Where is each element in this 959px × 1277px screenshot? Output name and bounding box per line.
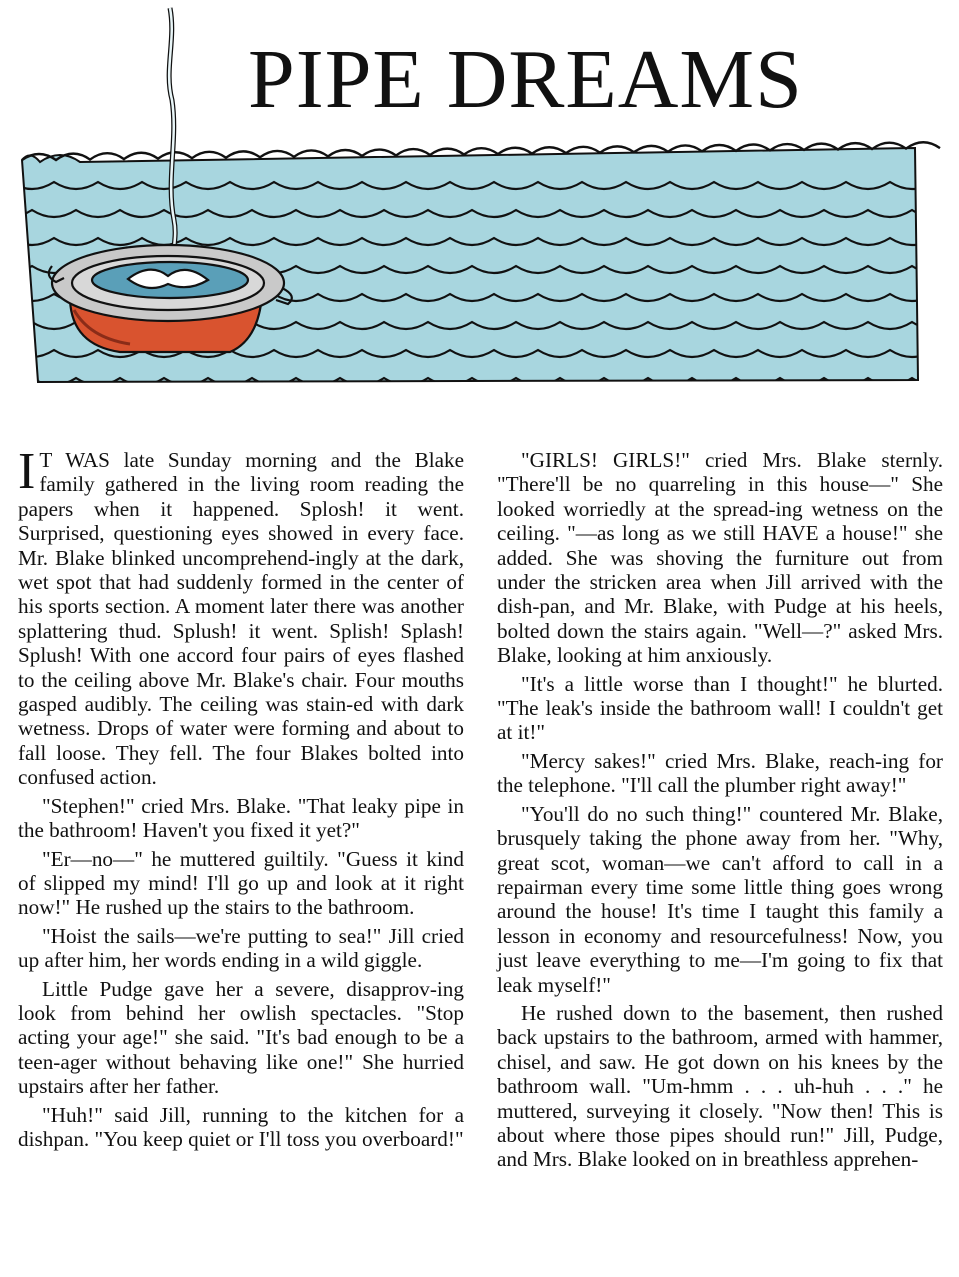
story-paragraph: "Er—no—" he muttered guiltily. "Guess it kind of slipped my mind! I'll go up and look at it right now!" He rushed up the stairs to the bathroom. bbox=[18, 846, 464, 920]
story-paragraph: "Hoist the sails—we're putting to sea!" Jill cried up after him, her words ending in a wild giggle. bbox=[18, 923, 464, 973]
story-paragraph: "It's a little worse than I thought!" he blurted. "The leak's inside the bathroom wall! I couldn't get at it!" bbox=[497, 671, 943, 745]
story-paragraph: "Huh!" said Jill, running to the kitchen for a dishpan. "You keep quiet or I'll toss you overboard!" bbox=[18, 1102, 464, 1151]
story-paragraph: "Stephen!" cried Mrs. Blake. "That leaky pipe in the bathroom! Haven't you fixed it yet?" bbox=[18, 793, 464, 843]
story-column-left bbox=[18, 443, 464, 1155]
story-column-right bbox=[497, 448, 943, 1176]
story-paragraph: "GIRLS! GIRLS!" cried Mrs. Blake sternly. "There'll be no quarreling in this house—" She looked worriedly at the spread-ing wetness on the ceiling. "—as long as we still HAVE a house!" she added. She was shoving the furniture out from under the stricken area when Jill arrived with the dish-pan, and Mr. Blake, with Pudge at his heels, bolted down the stairs again. "Well—?" asked Mrs. Blake, looking at him anxiously. bbox=[497, 448, 943, 668]
dishpan-water-illustration bbox=[0, 0, 959, 400]
drop-cap: I bbox=[18, 443, 36, 500]
story-paragraph: "You'll do no such thing!" countered Mr. Blake, brusquely taking the phone away from her. "Why, great scot, woman—we can't afford to call in a repairman every time some little thing goes wrong around the house! It's time I taught this family a lesson in economy and resourcefulness! Now, you just leave everything to me—I'm going to fix that leak myself!" bbox=[497, 801, 943, 997]
story-paragraph: "Mercy sakes!" cried Mrs. Blake, reach-ing for the telephone. "I'll call the plumber right away!" bbox=[497, 748, 943, 798]
story-paragraph: I T WAS late Sunday morning and the Blake family gathered in the living room reading the papers when it happened. Splosh! it went. Surprised, questioning eyes showed in every face. Mr. Blake blinked uncomprehend-ingly at the dark, wet spot that had suddenly formed in the center of his sports section. A moment later there was another splattering thud. Splush! it went. Splish! Splash! Splush! With one accord four pairs of eyes flashed to the ceiling above Mr. Blake's chair. Four mouths gasped audibly. The ceiling was stain-ed with dark wetness. Drops of water were forming and about to fall loose. They fell. The four Blakes bolted into confused action. bbox=[18, 443, 464, 790]
story-title: PIPE DREAMS bbox=[248, 33, 803, 126]
story-paragraph: Little Pudge gave her a severe, disapprov-ing look from behind her owlish spectacles. "Stop acting your age!" she said. "It's bad enough to be a teen-ager without behaving like one!" She hurried upstairs after her father. bbox=[18, 976, 464, 1099]
story-paragraph: He rushed down to the basement, then rushed back upstairs to the bathroom, armed with hammer, chisel, and saw. He got down on his knees by the bathroom wall. "Um-hmm . . . uh-huh . . ." he muttered, surveying it closely. "Now then! This is about where those pipes should run!" Jill, Pudge, and Mrs. Blake looked on in breathless apprehen- bbox=[497, 1000, 943, 1172]
